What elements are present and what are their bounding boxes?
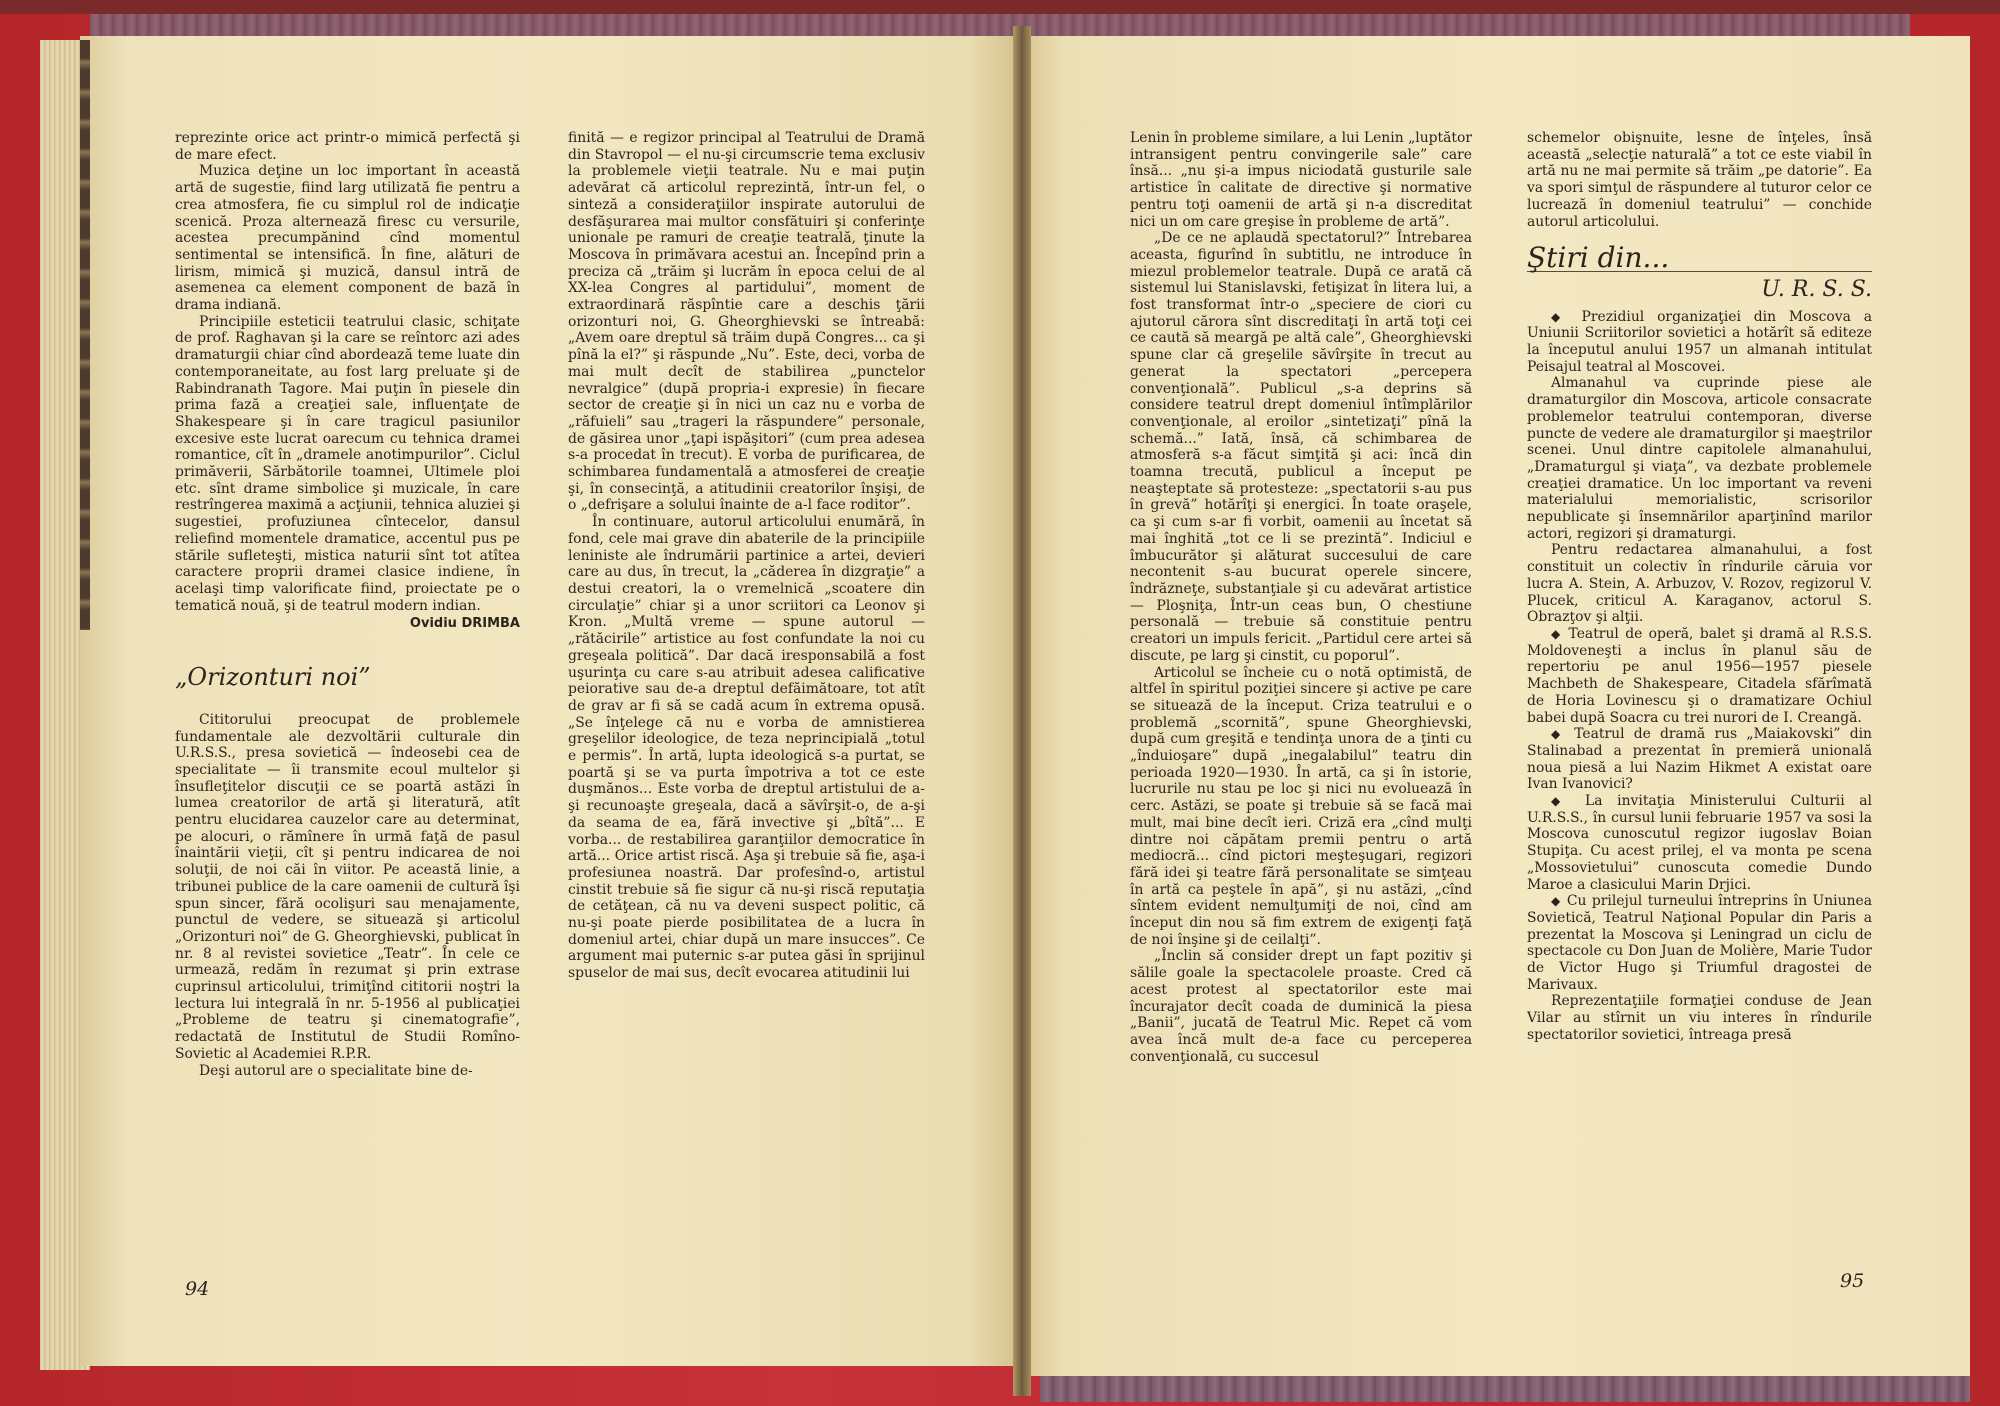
news-text: Teatrul de dramă rus „Maiakovski” din Stalinabad a prezentat în premieră unională noua piesă a lui Nazim Hikmet A existat oare Ivan Ivanovici? [1527,726,1872,793]
news-item [1527,893,1872,993]
news-text: Pentru redactarea almanahului, a fost constituit un colectiv în rîndurile căruia vor lucra A. Stein, A. Arbuzov, V. Rozov, regizorul V. Plucek, criticul A. Karaganov, actorul S. Obrazţov şi alţii. [1527,542,1872,626]
news-text: Teatrul de operă, balet şi dramă al R.S.S. Moldoveneşti a inclus în planul său de repertoriu pe anul 1956—1957 piesele Machbeth de Shakespeare, Citadela sfărîmată de Horia Lovinescu şi o dramatizare Ochiul babei după Soacra cu trei nurori de I. Creangă. [1527,625,1872,726]
diamond-bullet-icon: ◆ [1551,626,1563,641]
news-text: La invitaţia Ministerului Culturii al U.R.S.S., în cursul lunii februarie 1957 va sosi la Moscova cunoscutul regizor iugoslav Boian Stupiţa. Cu acest prilej, el va monta pe scena „Mossovietului” cunoscuta comedie Dundo Maroe a clasicului Marin Drjici. [1527,793,1872,893]
diamond-bullet-icon: ◆ [1551,894,1562,909]
news-section-title: Ştiri din... [1527,241,1670,275]
paragraph: Articolul se încheie cu o notă optimistă, de altfel în spiritul poziţiei sincere şi active pe care se situează de la început. Criza teatrului e o problemă „scornită”, spune Gheorghievski, după cum greşită e tendinţa unora de a ţinti cu „înduioşare” după „inegalabilul” teatru din perioada 1920—1930. În artă, ca şi în istorie, lucrurile nu stau pe loc şi nici nu evoluează în cerc. Astăzi, se poate şi trebuie să se facă mai mult, mai bine decît ieri. Criză era „cînd mulţi dintre noi căpătam premii pentru o artă mediocră... cînd pictori meşteşugari, regizori fără idei şi teatre fără personalitate se simţeau în artă ca peştele în apă”, şi nu astăzi, „cînd sîntem evident nemulţumiţi de noi, cînd am început din nou să fim extrem de exigenţi faţă de noi înşine şi de ceilalţi”. [1130,664,1472,948]
author-signature: Ovidiu DRIMBA [409,616,520,632]
cover-top-edge [90,14,1910,36]
left-column-1 [175,130,520,1079]
paragraph: Deşi autorul are o specialitate bine de- [199,1062,473,1079]
page-number-right: 95 [1840,1270,1865,1292]
left-column-2 [568,130,925,982]
paragraph: „De ce ne aplaudă spectatorul?” Întrebarea aceasta, figurînd în subtitlu, ne introduce în miezul problemelor teatrale. După ce arată că sistemul lui Stanislavski, fetişizat în litera lui, a fost transformat într-o „speciere de ciori cu ajutorul cărora sînt discreditaţi în artă toţi cei ce caută să meargă pe altă cale”, Gheorghievski spune clar că greşelile săvîrşite în trecut au generat la spectatori „percepera convenţională”. Publicul „s-a deprins să considere teatrul drept domeniul întîmplărilor convenţionale, al eroilor „sintetizaţi” pînă la schemă...” Iată, însă, că schimbarea de atmosferă s-a făcut simţită şi aci: încă din toamna trecută, publicul a început pe neaşteptate să protesteze: „spectatorii s-au pus în grevă” hotărîţi şi energici. În toate oraşele, ca şi cum s-ar fi vorbit, oamenii au încetat să mai înghită „tot ce li se prezintă”. Indiciul e îmbucurător şi alăturat succesului de care necontenit s-au bucurat operele sincere, îndrăzneţe, substanţiale şi cu adevărat artistice — Ploşniţa, Într-un ceas bun, O chestiune personală — trebuie să constituie pentru creatori un impuls fericit. „Partidul cere artei să discute, pe larg şi cinstit, cu poporul”. [1130,230,1472,664]
page-number-left: 94 [185,1278,210,1300]
news-country-heading: U. R. S. S. [1761,276,1872,302]
news-text: Reprezentaţiile formaţiei conduse de Jean Vilar au stîrnit un viu interes în rîndurile spectatorilor sovietici, întreaga presă [1527,993,1872,1043]
paragraph: finită — e regizor principal al Teatrului de Dramă din Stavropol — el nu-şi circumscrie tema exclusiv la problemele vieţii teatrale. Nu e mai puţin adevărat că articolul reprezintă, într-un fel, o sinteză a consideraţiilor inspirate autorului de desfăşurarea mai multor consfătuiri şi conferinţe unionale pe ramuri de creaţie teatrală, ţinute la Moscova în primăvara acestui an. Începînd prin a preciza că „trăim şi lucrăm în epoca celui de al XX-lea Congres al partidului”, moment de extraordinară răspîntie care a deschis ţării orizonturi noi, G. Gheorghievski se întreabă: „Avem oare dreptul să trăim după Congres... ca şi pînă la el?” şi răspunde „Nu”. Este, deci, vorba de mai mult decît de stabilirea „punctelor nevralgice” (după propria-i expresie) în fiecare sector de creaţie şi în nici un caz nu e vorba de „răfuieli” sau „trageri la răspundere” personale, de găsirea unor „ţapi ispăşitori” (cum prea adesea s-a procedat în trecut). E vorba de purificarea, de schimbarea fundamentală a atmosferei de creaţie şi, în consecinţă, a atitudinii creatorilor înşişi, de o „defrişare a solului înainte de a-l face roditor”. [568,130,925,514]
cover-bottom-edge [1040,1372,1970,1402]
news-item [1527,626,1872,726]
news-item [1527,375,1872,542]
paragraph: Cititorului preocupat de problemele fundamentale ale dezvoltării culturale din U.R.S.S., presa sovietică — îndeosebi cea de specialitate — îi transmite ecoul multelor şi însufleţitelor discuţii ce se poartă astăzi în lumea creatorilor de artă şi literatură, atît pentru elucidarea cauzelor care au determinat, pe alocuri, o rămînere în urmă faţă de pasul înaintării vieţii, cît şi pentru indicarea de noi soluţii, de noi căi în viitor. Pe această linie, a tribunei publice de la care oamenii de cultură îşi spun sincer, fără ocolişuri sau menajamente, punctul de vedere, se situează şi articolul „Orizonturi noi” de G. Gheorghievski, publicat în nr. 8 al revistei sovietice „Teatr”. În cele ce urmează, redăm în rezumat şi prin extrase cuprinsul articolului, trimiţînd cititorii noştri la lectura lui integrală în nr. 5-1956 al publicaţiei „Probleme de teatru şi cinematografie”, redactată de Institutul de Studii Romîno-Sovietic al Academiei R.P.R. [175,711,520,1062]
news-item [1527,993,1872,1043]
paragraph: Muzica deţine un loc important în această artă de sugestie, fiind larg utilizată fie pentru a crea atmosfera, fie cu simplul rol de indicaţie scenică. Proza alternează firesc cu versurile, acestea precumpănind cînd momentul sentimental se intensifică. În fine, alături de lirism, mimică şi muzică, dansul intră de asemenea ca element component de bază în drama indiană. [175,163,520,314]
paragraph: reprezinte orice act printr-o mimică perfectă şi de mare efect. [175,130,520,163]
paragraph: Lenin în probleme similare, a lui Lenin „luptător intransigent pentru convingerile sale” care însă... „nu şi-a impus niciodată gusturile sale artistice în calitate de directive şi normative pentru toţi oamenii de artă şi n-a discreditat nici un om care greşise în probleme de artă”. [1130,130,1472,230]
diamond-bullet-icon: ◆ [1551,794,1571,809]
article-title: „Orizonturi noi” [175,663,371,692]
news-item [1527,542,1872,626]
diamond-bullet-icon: ◆ [1551,309,1569,324]
news-text: Cu prilejul turneului întreprins în Uniunea Sovietică, Teatrul Naţional Popular din Paris a prezentat la Moscova şi Leningrad un ciclu de spectacole cu Don Juan de Molière, Marie Tudor de Victor Hugo şi Triumful dragostei de Marivaux. [1527,893,1873,993]
news-item [1527,793,1872,893]
book-gutter [1013,26,1031,1396]
paragraph: Principiile esteticii teatrului clasic, schiţate de prof. Raghavan şi la care se reîntorc azi ades dramaturgii chiar cînd abordează teme luate din contemporaneitate, au fost larg preluate şi de Rabindranath Tagore. Mai puţin în piesele din prima fază a creaţiei sale, influenţate de Shakespeare şi în care tragicul pasiunilor excesive este lucrat oarecum cu tehnica dramei romantice, cît în „dramele anotimpurilor”. Ciclul primăverii, Sărbătorile toamnei, Ultimele ploi etc. sînt drame simbolice şi muzicale, în care restrîngerea maximă a acţiunii, tehnica aluziei şi sugestiei, profuziunea cîntecelor, dansul reliefind momentele dramatice, accentul pus pe stările sufleteşti, mistica naturii sînt tot atîtea caractere proprii dramei clasice indiene, în acelaşi timp valorificate fiind, proiectate pe o tematică nouă, şi de teatrul modern indian. [175,313,520,614]
binding-strip [80,40,90,630]
news-text: Prezidiul organizaţiei din Moscova a Uniunii Scriitorilor sovietici a hotărît să editeze la începutul anului 1957 un almanah intitulat Peisajul teatral al Moscovei. [1527,308,1873,375]
paragraph: În continuare, autorul articolului enumără, în fond, cele mai grave din abaterile de la principiile leniniste ale îndrumării partinice a artei, devieri care au dus, în trecut, la „căderea în dizgraţie” a destui creatori, la o vremelnică „scoatere din circulaţie” chiar şi a unor scriitori ca Leonov şi Kron. „Multă vreme — spune autorul — „rătăcirile” artistice au fost confundate la noi cu greşeala politică”. Dar dacă iresponsabilă a fost uşurinţa cu care s-au atribuit adesea calificative peiorative sau de-a dreptul defăimătoare, tot atît de grav ar fi să se cadă acum în extrema opusă. „Se înţelege că nu e vorba de amnistierea greşelilor ideologice, de teza neprincipială „totul e permis”. În artă, lupta ideologică s-a purtat, se poartă şi se va purta împotriva a tot ce este duşmănos... Este vorba de dreptul artistului de a-şi recunoaşte greşeala, dacă a săvîrşit-o, de a-şi da seama de ea, fără invective şi „bîtă”... E vorba... de restabilirea garanţiilor democratice în artă... Orice artist riscă. Aşa şi trebuie să fie, aşa-i profesiunea noastră. Dar profesînd-o, artistul cinstit trebuie să fie sigur că nu-şi riscă reputaţia de cetăţean, că nu va deveni suspect politic, că nu-şi poate pierde posibilitatea de a lucra în domeniul artei, chiar după un mare insucces”. Ce argument mai puternic s-ar putea găsi în sprijinul spuselor de mai sus, decît evocarea atitudinii lui [568,514,925,982]
right-column-2 [1527,130,1872,1044]
paragraph: „Înclin să consider drept un fapt pozitiv şi sălile goale la spectacolele proaste. Cred că acest protest al spectatorilor este mai încurajator decît coada de duminică la piesa „Banii”, jucată de Teatrul Mic. Repet că vom avea încă mult de-a face cu perceperea convenţională, cu succesul [1130,948,1472,1065]
diamond-bullet-icon: ◆ [1551,727,1566,742]
news-text: Almanahul va cuprinde piese ale dramaturgilor din Moscova, articole consacrate problemelor teatrului contemporan, diverse puncte de vedere ale dramaturgilor şi maeştrilor scenei. Unul dintre capitolele almanahului, „Dramaturgul şi viaţa”, va dezbate problemele creaţiei dramatice. Un loc important va reveni materialului memorialistic, scrisorilor nepublicate şi însemnărilor aparţinînd marilor actori, regizori şi dramaturgi. [1527,375,1872,542]
right-column-1 [1130,130,1472,1065]
paragraph: schemelor obişnuite, lesne de înţeles, însă această „selecţie naturală” a tot ce este viabil în artă nu ne mai permite să trăim „pe datorie”. Ea va spori simţul de răspundere al tuturor celor ce lucrează în domeniul teatrului” — conchide autorul articolului. [1527,130,1872,230]
news-item [1527,726,1872,793]
news-item [1527,309,1872,376]
